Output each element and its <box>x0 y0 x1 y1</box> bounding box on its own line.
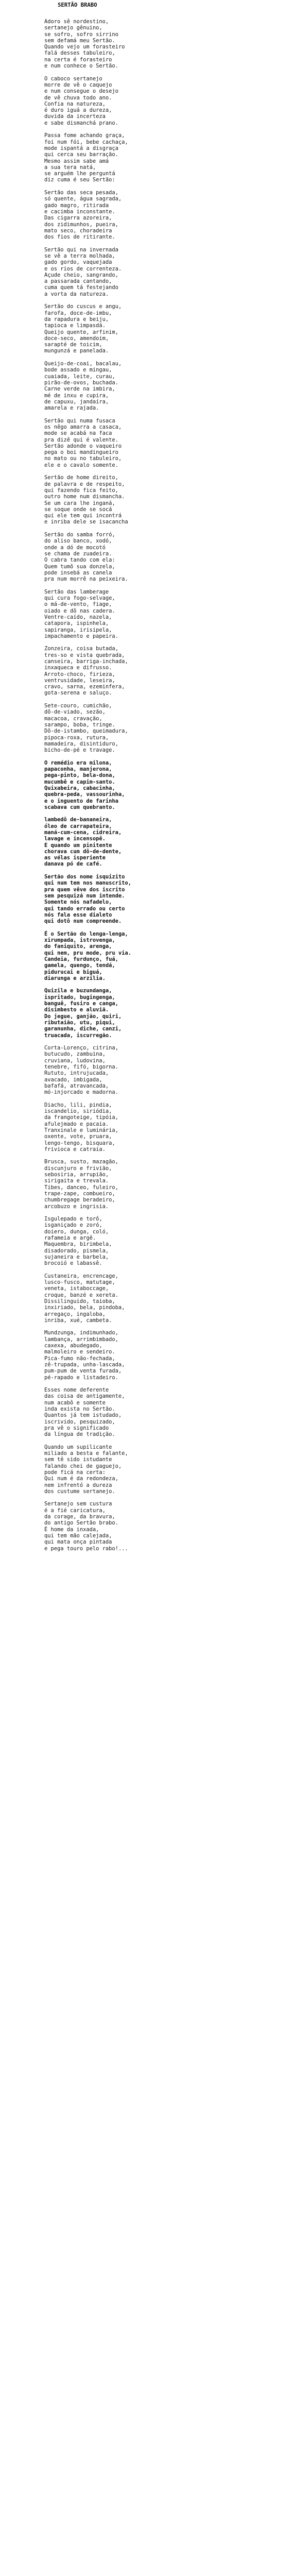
poem-line: frivioca e catraia. <box>44 1146 106 1153</box>
poem-line: oxente, vote, pruara, <box>44 1133 112 1140</box>
poem-line: arregaço, ingaloba, <box>44 1311 106 1317</box>
poem-line: qui tando errado ou certo <box>44 905 125 912</box>
poem-line: do faniquito, arenga, <box>44 943 112 950</box>
poem-line: qui cura fogo-selvage, <box>44 595 115 602</box>
poem-line: mato seco, choradeira <box>44 227 112 234</box>
poem-line: Sertão das seca pesada, <box>44 190 118 196</box>
stanza <box>44 1387 286 1437</box>
poem-line: chorava cum dô-de-dente, <box>44 848 122 855</box>
poem-line: Sertão qui numa fusaca <box>44 417 115 424</box>
poem-line: Quando um supilicante <box>44 1444 112 1450</box>
poem-line: no mato ou no tabuleiro, <box>44 455 122 462</box>
poem-line: doce-seco, amendoim, <box>44 335 109 342</box>
poem-line: pega o boi mandingueiro <box>44 449 118 456</box>
poem-line: sarapté de toicim, <box>44 342 102 348</box>
stanza <box>44 76 286 126</box>
poem-line: de palavra e de respeito, <box>44 481 125 487</box>
poem-line: danava pó de café. <box>44 861 102 868</box>
poem-line: bode assado e mingau, <box>44 367 112 374</box>
poem-line: É o Sertão do lenga-lenga, <box>44 930 128 937</box>
poem-line: Zonzeira, coisa butada, <box>44 646 118 652</box>
poem-line: Se um cara lhe inganá, <box>44 500 115 506</box>
poem-line: Confia na natureza, <box>44 100 106 107</box>
poem-line: tenebre, fifó, bigorna. <box>44 1063 118 1070</box>
poem-line: qui num tem nos manuscrito, <box>44 880 131 887</box>
poem-line: veneta, istaboccage, <box>44 1285 109 1292</box>
poem-line: sem pesquizá num intende. <box>44 892 125 899</box>
stanza <box>44 1102 286 1153</box>
poem-line: sem tê sido istudante <box>44 1456 112 1463</box>
poem-line: só quente, água sagrada, <box>44 196 122 202</box>
poem-line: da frangoteige, tipóia, <box>44 1114 118 1121</box>
poem-line: macacoa, cravação, <box>44 715 102 722</box>
poem-line: scabava cum quebranto. <box>44 804 115 810</box>
poem-line: trape-zape, combueiro, <box>44 1190 115 1197</box>
poem-line: duvida da incerteza <box>44 113 106 120</box>
poem-line: da rapadura e beiju, <box>44 316 109 323</box>
poem-line: outro home num dismancha. <box>44 494 125 500</box>
poem-line: Passa fome achando graça, <box>44 132 125 139</box>
poem-line: qui cerca seu barração. <box>44 151 118 158</box>
poem-line: gado gordo, vaquejada <box>44 259 112 266</box>
poem-line: e os rios de correnteza. <box>44 265 122 272</box>
poem-line: e pega touro pelo rabo!... <box>44 1545 128 1552</box>
poem-line: Quantos já tem istudado, <box>44 1412 122 1419</box>
poem-line: Mesmo assim sabe amá <box>44 158 109 164</box>
stanza <box>44 646 286 696</box>
poem-line: se vê a terra molhada, <box>44 252 115 259</box>
poem-line: pirão-de-ovos, buchada. <box>44 379 118 386</box>
poem-line: sarampo, boba, tringe. <box>44 721 115 728</box>
poem-line: Quizila e buzundanga, <box>44 988 112 994</box>
poem-line: de vê chuva todo ano. <box>44 94 112 101</box>
poem-line: morre de vê o caquejo <box>44 81 112 88</box>
poem-line: Sete-couro, cumichão, <box>44 703 112 709</box>
poem-line: xirumpada, istrovenga, <box>44 937 115 944</box>
poem-line: lambança, arrimbimbado, <box>44 1336 118 1343</box>
poem-line: Ventre-caído, nazela, <box>44 614 112 620</box>
poem-line: Carne verde na imbira, <box>44 386 115 393</box>
poem-line: se sofro, sofro sirrino <box>44 31 118 38</box>
poem-line: o má-de-vento, fiage, <box>44 601 112 608</box>
poem-line: bafafá, atravancada, <box>44 1082 109 1089</box>
poem-line: mucumbê e capim-santo. <box>44 778 115 785</box>
poem-line: ispritado, bugingenga, <box>44 994 115 1001</box>
stanza <box>44 1501 286 1551</box>
poem-line: lambedô de-bananeira, <box>44 817 112 823</box>
poem-line: rafameia e argê. <box>44 1235 96 1241</box>
poem-line: banguê, fusiro e canga, <box>44 1001 118 1007</box>
poem-line: cuaiada, leite, curau, <box>44 373 115 380</box>
poem-title: SERTÃO BRABO <box>58 2 97 8</box>
poem-line: Sertão dos nome isquizito <box>44 874 125 880</box>
poem-line: ele e o cavalo somente. <box>44 462 118 468</box>
stanza <box>44 589 286 639</box>
stanza <box>44 474 286 525</box>
poem-line: Adoro sê nordestino, <box>44 19 109 25</box>
stanza <box>44 247 286 297</box>
poem-line: pipoca-roxa, rutura, <box>44 734 109 741</box>
stanza <box>44 988 286 1038</box>
poem-line: na certa é forasteiro <box>44 56 112 63</box>
stanza <box>44 1045 286 1095</box>
poem-line: iscandelio, siriódia, <box>44 1108 112 1115</box>
poem-line: disadorado, pismela, <box>44 1247 109 1254</box>
poem-line: caxexa, abudegado, <box>44 1343 102 1349</box>
poem-line: dos zidimunhos, pueira, <box>44 221 118 228</box>
poem-line: Somente nós nafadelo, <box>44 899 112 906</box>
poem-line: sirigaita e trevala. <box>44 1178 109 1184</box>
poem-line: falando chei de gaguejo, <box>44 1463 122 1469</box>
poem-line: catapora, ispinhela, <box>44 620 109 627</box>
poem-line: e inriba dele se isacancha <box>44 519 128 526</box>
poem-line: sapiranga, irisipela, <box>44 626 112 633</box>
poem-line: Mundzunga, indimunhado, <box>44 1330 118 1336</box>
poem-line: bicho-de-pé e travage. <box>44 747 115 754</box>
poem-line: oiado e dô nas cadera. <box>44 607 115 614</box>
poem-line: croque, banzé e xereta. <box>44 1292 118 1298</box>
poem-line: Brusca, susto, mazagão, <box>44 1159 118 1165</box>
poem-line: doiero, dunga, coló, <box>44 1228 109 1235</box>
poem-line: Dissilinguido, taioba, <box>44 1298 115 1304</box>
poem-line: qui dotô num compreende. <box>44 918 122 925</box>
poem-line: qui mata onça pintada <box>44 1539 112 1546</box>
poem-line: cruviana, ludovina, <box>44 1057 106 1064</box>
poem-line: sujaneira e barbela, <box>44 1253 109 1260</box>
poem-line: garanunha, diche, canzi, <box>44 1026 122 1032</box>
poem-line: truacada, iscurregão. <box>44 1032 112 1039</box>
poem-line: malmoleiro e sendeiro. <box>44 1349 115 1355</box>
poem-line: Sertão do cuscus e angu, <box>44 303 122 310</box>
poem-line: Diacho, lili, pindia, <box>44 1101 112 1108</box>
poem-line: mode se acabá na faca <box>44 430 112 437</box>
poem-line: farofa, doce-de-imbu, <box>44 310 112 316</box>
poem-line: ventrusidade, leseira, <box>44 677 115 684</box>
poem-line: disimbesto e aluviã. <box>44 1007 109 1013</box>
poem-line: pra dizê qui é valente. <box>44 436 118 443</box>
poem-line: e cacimba inconstante. <box>44 208 115 215</box>
poem-line: papaconha, manjerona, <box>44 766 112 773</box>
poem-line: Sertão de home direito, <box>44 474 118 481</box>
poem-line: sem defamá meu Sertão. <box>44 37 115 44</box>
poem-line: dos custume sertanejo. <box>44 1488 115 1495</box>
poem-line: O caboco sertanejo <box>44 75 102 82</box>
stanza <box>44 703 286 753</box>
poem-line: gota-serena e saluço. <box>44 690 112 697</box>
poem-line: é duro iguá a dureza, <box>44 107 112 114</box>
stanza <box>44 190 286 240</box>
stanza <box>44 760 286 810</box>
poem-line: diarunga e arzilia. <box>44 975 106 981</box>
poem-line: pra num morrê na peixeira. <box>44 576 128 583</box>
poem-line: cuma quem tá festejando <box>44 284 118 291</box>
poem-line: Pica-fumo não-fechada, <box>44 1355 115 1362</box>
poem-line: do aliso banco, xodó, <box>44 538 112 545</box>
poem-line: tres-so e vista quebrada, <box>44 652 125 658</box>
poem-line: Queijo-de-coai, bacalau, <box>44 361 122 367</box>
poem-line: inxiriado, bela, pindoba, <box>44 1304 125 1311</box>
poem-line: pode ficá na certa: <box>44 1469 106 1476</box>
poem-line: mode ispantá a disgraça <box>44 145 118 151</box>
poem-line: onde a dó de mocotó <box>44 544 106 551</box>
poem-line: ributaião, utu, piqui, <box>44 1019 115 1026</box>
stanza <box>44 1216 286 1266</box>
poem-line: Tranxinale e luminária, <box>44 1127 118 1133</box>
poem-line: lengo-tengo, bisquara, <box>44 1140 115 1146</box>
poem-line: Quando vejo um forasteiro <box>44 44 125 50</box>
poem-line: óleo de carrapateira, <box>44 823 112 829</box>
poem-line: afulejmado e pacaia. <box>44 1121 109 1127</box>
poem-line: sebosiria, arrupião, <box>44 1172 109 1178</box>
poem-line: a sua tera natá, <box>44 164 96 171</box>
poem-line: e num conhece o Sertão. <box>44 63 118 70</box>
poem-line: Custaneira, encrencage, <box>44 1273 118 1279</box>
poem-line: impachamento e papeira. <box>44 633 118 639</box>
poem-line: mé de inxu e cupira, <box>44 392 109 399</box>
poem-line: e sabe dismanchá prano. <box>44 120 118 126</box>
poem-line: do antigo Sertão brabo. <box>44 1520 118 1527</box>
poem-line: a vorta da natureza. <box>44 291 109 297</box>
stanza <box>44 874 286 924</box>
poem-line: iscrivido, pesquizado, <box>44 1418 115 1425</box>
poem-line: lusco-fusco, matutage, <box>44 1279 115 1286</box>
poem-line: de capuxu, jandaíra, <box>44 398 109 405</box>
poem-line: Sertanejo sem custura <box>44 1501 112 1507</box>
poem-line: inriba, xué, cambeta. <box>44 1317 112 1324</box>
poem-line: Esses nome deferente <box>44 1387 109 1394</box>
stanza <box>44 931 286 981</box>
poem-line: Sertão das lamberage <box>44 588 109 595</box>
poem-line: Do jegue, ganjão, quiri, <box>44 1013 122 1020</box>
poem-line: pra vê o significado <box>44 1425 109 1431</box>
poem-line: e o inguento de farinha <box>44 798 118 804</box>
poem-line: Rututo, intrujucada, <box>44 1070 109 1077</box>
poem-line: zê-trupada, unha-lascada, <box>44 1361 125 1368</box>
poem-line: pega-pinto, bela-dona, <box>44 772 115 779</box>
poem-line: os nêgo amarra a casaca, <box>44 424 122 430</box>
poem-line: qui ele tem qui incontrá <box>44 513 122 519</box>
poem-line: se soque onde se socá <box>44 506 112 513</box>
poem-line: butucudo, zambuina, <box>44 1051 106 1058</box>
poem-line: É home da inxada, <box>44 1526 99 1533</box>
poem-line: Corta-Lorenço, citrina, <box>44 1045 118 1052</box>
poem-line: se arguém lhe perguntá <box>44 171 115 177</box>
poem-line: Sertão do samba forró, <box>44 532 115 538</box>
poem <box>44 2 286 1558</box>
poem-line: discunjuro e frivião, <box>44 1165 112 1172</box>
poem-line: gado magro, ritirada <box>44 202 109 209</box>
stanza <box>44 19 286 69</box>
poem-line: pra quem vêve dos iscrito <box>44 886 125 893</box>
poem-line: canseira, barriga-inchada, <box>44 658 128 665</box>
poem-line: amarela e rajada. <box>44 405 99 412</box>
poem-line: Sertão adonde o vaqueiro <box>44 443 122 449</box>
poem-line: quebra-peda, vassourinha, <box>44 791 125 798</box>
poem-line: falá desses tabuleiro, <box>44 50 115 57</box>
poem-line: da língua de tradição. <box>44 1431 115 1438</box>
stanza <box>44 361 286 411</box>
poem-body <box>44 19 286 1552</box>
poem-line: avacado, imbigada, <box>44 1076 102 1083</box>
poem-line: brocoió e labassê. <box>44 1260 102 1267</box>
poem-line: se chama de zuadeira. <box>44 550 112 557</box>
poem-line: Qui num é da redondeza, <box>44 1476 118 1482</box>
stanza <box>44 817 286 867</box>
poem-line: arcobuzo e ingrisia. <box>44 1203 109 1210</box>
poem-line: O cabra tando com ela: <box>44 557 115 564</box>
stanza <box>44 1330 286 1380</box>
poem-line: Tibes, danceo, fuleiro, <box>44 1184 118 1191</box>
poem-line: Isgulepado e torô, <box>44 1216 102 1223</box>
stanza <box>44 1273 286 1324</box>
poem-line: e num consegue o desejo <box>44 88 118 95</box>
poem-line: dos fios de ritirante. <box>44 234 115 241</box>
stanza <box>44 132 286 183</box>
poem-line: E quando um pinitente <box>44 842 112 849</box>
stanza <box>44 1159 286 1209</box>
poem-line: num acabô e somente <box>44 1399 106 1406</box>
poem-line: da corage, da bravura, <box>44 1514 115 1520</box>
poem-line: Arroto-choco, firieza, <box>44 671 115 677</box>
poem-line: pidurucai e biguá, <box>44 969 102 975</box>
poem-line: Dô-de-istambo, queimadura, <box>44 728 128 735</box>
poem-line: qui nem, pru mode, pru via. <box>44 950 131 956</box>
poem-line: maná-cum-cena, cidreira, <box>44 829 122 836</box>
poem-line: tapioca e limpasdá. <box>44 323 106 329</box>
stanza <box>44 1444 286 1495</box>
poem-line: cravo, sarna, ezeminfera, <box>44 684 125 690</box>
poem-line: Das cigarra azoreira, <box>44 215 112 222</box>
poem-line: é a fié caricatura, <box>44 1507 106 1514</box>
poem-line: nem infrentó a dureza <box>44 1482 112 1488</box>
poem-line: pode insebá as canela <box>44 569 112 576</box>
poem-line: Sertão qui na invernada <box>44 246 118 253</box>
poem-line: mungunzá e panelada. <box>44 348 109 354</box>
poem-line: chumbregage beradeiro, <box>44 1197 115 1204</box>
poem-line: dô-de-viado, sezão, <box>44 709 106 716</box>
poem-line: as vélas isperiente <box>44 855 106 861</box>
poem-line: foi num fói, bebe cachaça, <box>44 139 128 145</box>
poem-line: Quem tumô sua donzela, <box>44 563 115 570</box>
poem-line: nós fala esse dialeto <box>44 911 112 918</box>
poem-line: pé-rapado e listadeiro. <box>44 1374 118 1381</box>
poem-line: das coisa de antigamente, <box>44 1393 125 1400</box>
poem-line: mó-injorcado e madorna. <box>44 1089 118 1096</box>
stanza <box>44 532 286 582</box>
poem-line: Queijo quente, arfinim, <box>44 329 118 335</box>
poem-line: Maquembra, birimbela, <box>44 1241 112 1248</box>
poem-line: qui fazendo fica feito, <box>44 487 118 494</box>
poem-line: gamela, quengo, tendá, <box>44 962 115 969</box>
poem-line: inda exista no Sertão. <box>44 1406 115 1413</box>
poem-line: isganiçado e zoró, <box>44 1222 102 1229</box>
poem-line: mamadeira, disintiduro, <box>44 740 118 747</box>
poem-line: Açude cheio, sangrando, <box>44 272 118 278</box>
stanza <box>44 418 286 468</box>
poem-line: O remédio era milona, <box>44 759 112 766</box>
poem-line: diz cuma é seu Sertão: <box>44 177 115 183</box>
poem-line: Quixabeira, cabacinha, <box>44 785 115 791</box>
poem-line: Candeia, furdunço, fuá, <box>44 956 118 962</box>
poem-line: a passarada cantando, <box>44 278 112 285</box>
poem-line: inxaqueca e difrusso. <box>44 665 112 671</box>
poem-line: lavage e incensopê. <box>44 836 106 842</box>
poem-line: qui tem mão calejada, <box>44 1532 112 1539</box>
stanza <box>44 303 286 354</box>
poem-line: sertanejo gênuino, <box>44 25 102 31</box>
poem-line: pum-pum de venta furada, <box>44 1368 122 1375</box>
poem-line: miliado a besta e falante, <box>44 1450 128 1457</box>
